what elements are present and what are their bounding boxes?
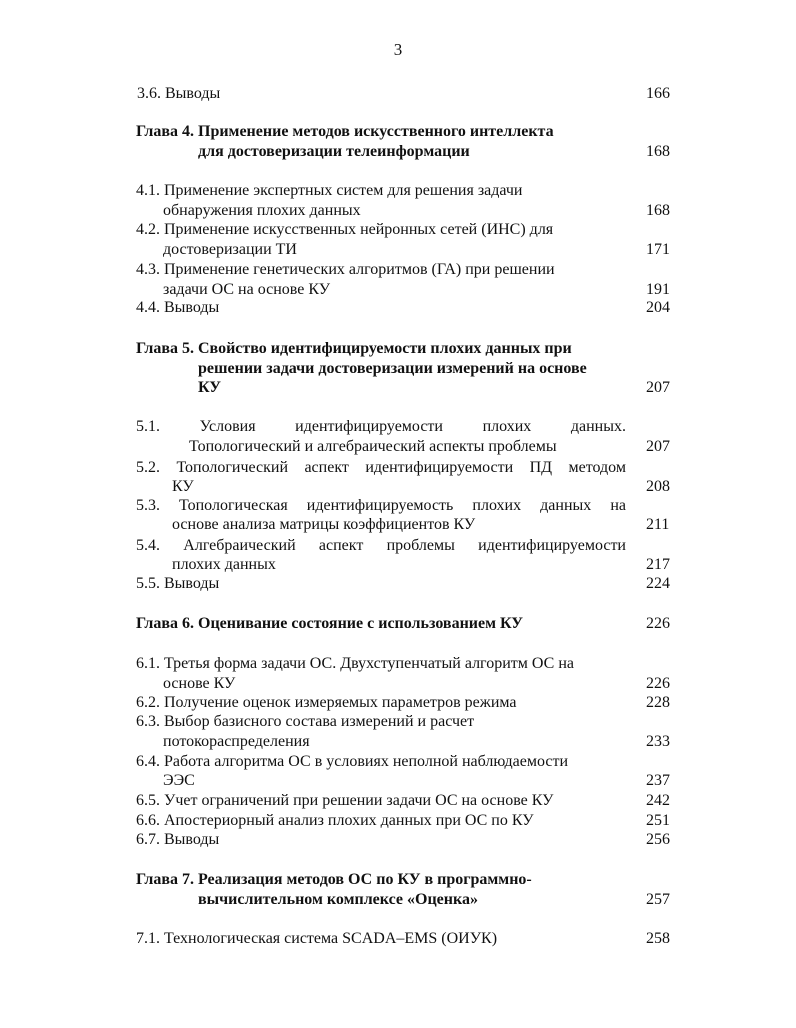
toc-entry-text: основе КУ [163,675,236,692]
toc-page-number: 251 [646,812,670,829]
chapter-heading: Глава 4. Применение методов искусственного интеллекта [136,123,554,140]
toc-page-number: 226 [646,675,670,692]
toc-page-number: 258 [646,930,670,947]
toc-page-number: 228 [646,694,670,711]
chapter-heading: для достоверизации телеинформации [198,143,470,160]
toc-page-number: 257 [646,891,670,908]
toc-entry-text: 5.2. Топологический аспект идентифицируемости ПД методом [136,459,626,476]
chapter-heading: Глава 5. Свойство идентифицируемости плохих данных при [136,340,572,357]
toc-entry-text: обнаружения плохих данных [163,202,361,219]
chapter-heading: решении задачи достоверизации измерений на основе [198,360,587,377]
toc-entry-text: 6.7. Выводы [136,831,220,848]
toc-entry-text: 6.4. Работа алгоритма ОС в условиях неполной наблюдаемости [136,753,568,770]
page-number: 3 [393,40,403,59]
toc-page-number: 207 [646,379,670,396]
toc-page-number: 224 [646,575,670,592]
toc-entry-text: задачи ОС на основе КУ [163,281,331,298]
toc-entry-text: 4.2. Применение искусственных нейронных сетей (ИНС) для [136,221,554,238]
toc-entry-text: 4.3. Применение генетических алгоритмов (ГА) при решении [136,261,555,278]
toc-page-number: 208 [646,478,670,495]
toc-page-number: 168 [646,143,670,160]
toc-entry-text: 7.1. Технологическая система SCADA–EMS (ОИУК) [136,930,498,947]
toc-page-number: 226 [646,615,670,632]
toc-page-number: 242 [646,792,670,809]
toc-entry-text: 4.1. Применение экспертных систем для решения задачи [136,182,523,199]
toc-page-number: 168 [646,202,670,219]
toc-entry-text: 6.6. Апостериорный анализ плохих данных при ОС по КУ [136,812,534,829]
toc-page-number: 204 [646,299,670,316]
toc-entry-text: 6.2. Получение оценок измеряемых параметров режима [136,694,517,711]
toc-page-number: 217 [646,556,670,573]
toc-entry-text: 5.4. Алгебраический аспект проблемы идентифицируемости [136,537,626,554]
toc-entry-text: плохих данных [172,556,276,573]
toc-entry-text: Топологический и алгебраический аспекты проблемы [189,438,557,455]
chapter-heading: Глава 6. Оценивание состояние с использованием КУ [136,615,524,632]
toc-page-number: 256 [646,831,670,848]
toc-entry-text: ЭЭС [163,772,195,789]
toc-page-number: 207 [646,438,670,455]
toc-entry-text: 6.3. Выбор базисного состава измерений и расчет [136,713,475,730]
toc-entry-text: 6.5. Учет ограничений при решении задачи ОС на основе КУ [136,792,554,809]
toc-page-number: 166 [646,85,670,102]
toc-page-number: 191 [646,281,670,298]
chapter-heading: вычислительном комплексе «Оценка» [198,891,478,908]
toc-page-number: 211 [646,516,670,533]
toc-page-number: 233 [646,733,670,750]
toc-page-number: 171 [646,241,670,258]
toc-entry-text: основе анализа матрицы коэффициентов КУ [172,516,476,533]
toc-entry-text: КУ [172,478,194,495]
chapter-heading: Глава 7. Реализация методов ОС по КУ в программно- [136,871,532,888]
toc-entry-text: 5.5. Выводы [136,575,220,592]
toc-page-number: 237 [646,772,670,789]
toc-entry-text: 5.3. Топологическая идентифицируемость плохих данных на [136,497,626,514]
toc-entry-text: потокораспределения [163,733,310,750]
toc-entry-text: 3.6. Выводы [137,85,221,102]
toc-entry-text: 6.1. Третья форма задачи ОС. Двухступенчатый алгоритм ОС на [136,655,574,672]
toc-entry-text: 5.1. Условия идентифицируемости плохих данных. [136,418,626,435]
toc-entry-text: достоверизации ТИ [163,241,297,258]
chapter-heading: КУ [198,379,222,396]
toc-entry-text: 4.4. Выводы [136,299,220,316]
